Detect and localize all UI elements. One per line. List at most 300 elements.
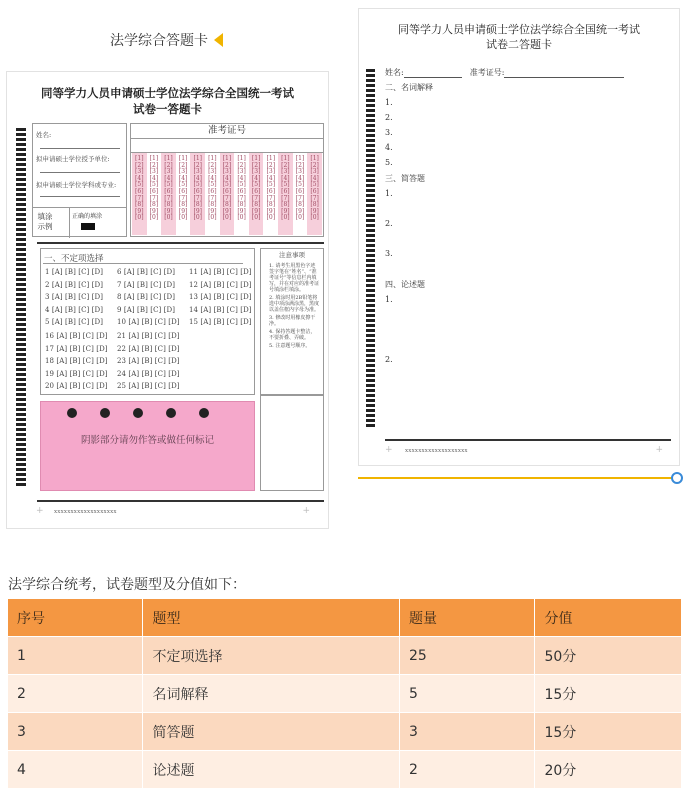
dot-icon (133, 408, 143, 418)
timing-mark (16, 343, 26, 346)
digit-option[interactable]: [4] (295, 174, 305, 182)
mcq-item[interactable]: 9 [A] [B] [C] [D] (117, 305, 176, 314)
admission-digit-column (205, 153, 220, 235)
mcq-item[interactable]: 18 [A] [B] [C] [D] (45, 357, 108, 365)
mcq-item[interactable]: 20 [A] [B] [C] [D] (45, 382, 108, 390)
digit-option[interactable]: [1] (208, 155, 217, 162)
timing-mark (366, 154, 375, 157)
admission-field[interactable] (504, 69, 624, 78)
timing-mark (366, 374, 375, 377)
timing-mark (366, 294, 375, 297)
mcq-item[interactable]: 15 [A] [B] [C] [D] (189, 318, 252, 326)
digit-option[interactable]: [0] (208, 214, 217, 222)
header-score: 分值 (535, 599, 682, 637)
digit-option[interactable]: [2] (251, 161, 261, 169)
digit-option[interactable]: [6] (208, 187, 217, 195)
digit-option[interactable]: [6] (310, 187, 319, 195)
timing-mark (366, 254, 375, 257)
notes-list (261, 263, 323, 349)
timing-mark (16, 283, 26, 286)
timing-mark (366, 139, 375, 142)
timing-mark (16, 458, 26, 461)
digit-option[interactable]: [0] (193, 214, 202, 222)
timing-mark (16, 368, 26, 371)
timing-mark (16, 153, 26, 156)
admission-digit-column (278, 153, 293, 235)
digit-option[interactable]: [8] (251, 201, 261, 209)
plus-icon: + (36, 506, 44, 516)
digit-option[interactable]: [5] (266, 181, 276, 189)
plus-icon: + (302, 506, 310, 516)
timing-mark (366, 334, 375, 337)
digit-option[interactable]: [7] (310, 194, 319, 202)
digit-option[interactable]: [5] (164, 181, 173, 189)
fill-sample-label: 填涂示例 (37, 212, 53, 231)
answer-item: 2. (385, 113, 393, 122)
timing-mark (366, 189, 375, 192)
mcq-item[interactable]: 11 [A] [B] [C] [D] (189, 268, 252, 276)
digit-option[interactable]: [0] (295, 214, 305, 222)
admission-digit-column (307, 153, 322, 235)
timing-mark (16, 323, 26, 326)
digit-option[interactable]: [0] (281, 214, 290, 222)
cell-score: 20分 (535, 751, 682, 789)
timing-mark (16, 378, 26, 381)
mcq-item[interactable]: 16 [A] [B] [C] [D] (45, 332, 108, 340)
digit-option[interactable]: [9] (208, 207, 217, 215)
digit-option[interactable]: [5] (178, 181, 188, 189)
timing-mark (16, 468, 26, 471)
timing-mark (366, 194, 375, 197)
mcq-item[interactable]: 8 [A] [B] [C] [D] (117, 293, 176, 301)
timing-mark (366, 174, 375, 177)
digit-option[interactable]: [4] (193, 174, 202, 182)
digit-option[interactable]: [1] (193, 155, 202, 162)
cell-index: 3 (8, 713, 143, 751)
digit-option[interactable]: [4] (164, 174, 173, 182)
digit-option[interactable]: [3] (222, 168, 232, 176)
digit-option[interactable]: [1] (222, 155, 232, 162)
digit-option[interactable]: [7] (135, 194, 144, 202)
digit-option[interactable]: [9] (237, 207, 246, 215)
digit-option[interactable]: [9] (135, 207, 144, 215)
digit-option[interactable]: [9] (310, 207, 319, 215)
digit-option[interactable]: [8] (135, 201, 144, 209)
digit-option[interactable]: [6] (281, 187, 290, 195)
digit-option[interactable]: [3] (178, 168, 188, 176)
digit-option[interactable]: [0] (149, 214, 159, 222)
digit-option[interactable]: [0] (251, 214, 261, 222)
digit-option[interactable]: [8] (266, 201, 276, 209)
note-item: 4. 保持答题卡整洁，不要折叠、弄破。 (269, 329, 316, 341)
digit-option[interactable]: [7] (237, 194, 246, 202)
timing-mark (16, 313, 26, 316)
digit-option[interactable]: [1] (135, 155, 144, 162)
timing-mark (16, 273, 26, 276)
plus-icon: + (655, 445, 663, 455)
table-header-row (8, 599, 682, 637)
notes-title: 注意事项 (279, 251, 305, 259)
timing-mark (16, 413, 26, 416)
digit-option[interactable]: [9] (149, 207, 159, 215)
digit-option[interactable]: [4] (266, 174, 276, 182)
digit-option[interactable]: [0] (266, 214, 276, 222)
timing-mark (366, 124, 375, 127)
timing-mark (16, 443, 26, 446)
timing-mark (16, 398, 26, 401)
timing-mark (366, 309, 375, 312)
admission-digit-column (234, 153, 249, 235)
digit-option[interactable]: [4] (178, 174, 188, 182)
timing-mark (366, 264, 375, 267)
timing-mark-strip (366, 69, 375, 429)
digit-option[interactable]: [1] (178, 155, 188, 162)
table-row (8, 637, 682, 675)
timing-mark (16, 473, 26, 476)
timing-mark (16, 213, 26, 216)
digit-option[interactable]: [8] (310, 201, 319, 209)
digit-option[interactable]: [5] (281, 181, 290, 189)
timing-mark (16, 243, 26, 246)
cell-index: 2 (8, 675, 143, 713)
answer-sheet-2 (358, 8, 680, 466)
timing-mark (366, 414, 375, 417)
digit-option[interactable]: [6] (295, 187, 305, 195)
digit-option[interactable]: [0] (164, 214, 173, 222)
name-field[interactable] (404, 69, 462, 78)
selection-line (358, 477, 676, 479)
digit-option[interactable]: [9] (193, 207, 202, 215)
digit-option[interactable]: [2] (222, 161, 232, 169)
answer-sheet-1 (6, 71, 329, 529)
digit-option[interactable]: [6] (164, 187, 173, 195)
digit-option[interactable]: [7] (281, 194, 290, 202)
mcq-title: 一、不定项选择 (44, 254, 104, 264)
mcq-item[interactable]: 10 [A] [B] [C] [D] (117, 318, 180, 326)
timing-mark (16, 173, 26, 176)
mcq-item[interactable]: 4 [A] [B] [C] [D] (45, 305, 104, 314)
timing-mark (16, 233, 26, 236)
answer-item: 1. (385, 98, 393, 107)
digit-option[interactable]: [1] (310, 155, 319, 162)
digit-option[interactable]: [7] (178, 194, 188, 202)
sheet2-name-label: 姓名: (385, 68, 404, 77)
digit-option[interactable]: [3] (237, 168, 246, 176)
digit-option[interactable]: [9] (251, 207, 261, 215)
timing-mark (16, 448, 26, 451)
timing-mark (366, 204, 375, 207)
admission-digit-column (249, 153, 264, 235)
digit-option[interactable]: [5] (149, 181, 159, 189)
timing-mark (16, 203, 26, 206)
caret-left-icon (214, 33, 223, 47)
timing-mark (16, 208, 26, 211)
mcq-item[interactable]: 13 [A] [B] [C] [D] (189, 293, 252, 301)
sheet2-admission-label: 准考证号: (469, 68, 505, 77)
timing-mark (16, 373, 26, 376)
digit-option[interactable]: [2] (237, 161, 246, 169)
answer-item: 2. (385, 355, 393, 364)
mcq-item[interactable]: 12 [A] [B] [C] [D] (189, 280, 252, 289)
digit-option[interactable]: [8] (193, 201, 202, 209)
digit-option[interactable]: [3] (281, 168, 290, 176)
table-row (8, 675, 682, 713)
timing-mark (16, 328, 26, 331)
digit-option[interactable]: [4] (208, 174, 217, 182)
digit-option[interactable]: [2] (295, 161, 305, 169)
digit-option[interactable]: [7] (164, 194, 173, 202)
digit-option[interactable]: [5] (251, 181, 261, 189)
admission-digit-column (132, 153, 147, 235)
digit-option[interactable]: [1] (251, 155, 261, 162)
digit-option[interactable]: [5] (295, 181, 305, 189)
digit-option[interactable]: [5] (193, 181, 202, 189)
digit-option[interactable]: [7] (295, 194, 305, 202)
digit-option[interactable]: [4] (222, 174, 232, 182)
sheet1-footer-code: xxxxxxxxxxxxxxxxxxx (54, 509, 117, 515)
timing-mark (16, 133, 26, 136)
digit-option[interactable]: [6] (266, 187, 276, 195)
timing-mark (16, 388, 26, 391)
digit-option[interactable]: [2] (164, 161, 173, 169)
digit-option[interactable]: [9] (164, 207, 173, 215)
timing-mark (16, 293, 26, 296)
mcq-item[interactable]: 14 [A] [B] [C] [D] (189, 305, 252, 314)
digit-option[interactable]: [6] (251, 187, 261, 195)
timing-mark (16, 178, 26, 181)
timing-mark (366, 199, 375, 202)
timing-mark (366, 74, 375, 77)
timing-mark (366, 259, 375, 262)
mcq-item[interactable]: 1 [A] [B] [C] [D] (45, 268, 104, 276)
digit-option[interactable]: [3] (193, 168, 202, 176)
mcq-item[interactable]: 5 [A] [B] [C] [D] (45, 318, 104, 326)
timing-mark (366, 319, 375, 322)
cell-type: 不定项选择 (143, 637, 400, 675)
digit-option[interactable]: [0] (310, 214, 319, 222)
mcq-item[interactable]: 7 [A] [B] [C] [D] (117, 280, 176, 289)
digit-option[interactable]: [8] (237, 201, 246, 209)
timing-mark (366, 269, 375, 272)
timing-mark (366, 324, 375, 327)
digit-option[interactable]: [8] (295, 201, 305, 209)
dot-icon (199, 408, 209, 418)
timing-mark (16, 433, 26, 436)
timing-mark (366, 339, 375, 342)
digit-option[interactable]: [3] (164, 168, 173, 176)
digit-option[interactable]: [8] (222, 201, 232, 209)
timing-mark (366, 219, 375, 222)
mcq-item[interactable]: 3 [A] [B] [C] [D] (45, 293, 104, 301)
digit-option[interactable]: [3] (251, 168, 261, 176)
digit-option[interactable]: [2] (149, 161, 159, 169)
mcq-item[interactable]: 23 [A] [B] [C] [D] (117, 357, 180, 365)
digit-option[interactable]: [6] (222, 187, 232, 195)
digit-option[interactable]: [7] (251, 194, 261, 202)
digit-option[interactable]: [3] (135, 168, 144, 176)
digit-option[interactable]: [7] (208, 194, 217, 202)
plus-icon: + (385, 445, 393, 455)
digit-option[interactable]: [4] (237, 174, 246, 182)
timing-mark (366, 209, 375, 212)
timing-mark (16, 288, 26, 291)
timing-mark (366, 394, 375, 397)
digit-option[interactable]: [1] (149, 155, 159, 162)
digit-option[interactable]: [2] (193, 161, 202, 169)
digit-option[interactable]: [9] (295, 207, 305, 215)
digit-option[interactable]: [8] (208, 201, 217, 209)
digit-option[interactable]: [0] (178, 214, 188, 222)
timing-mark (16, 303, 26, 306)
cell-index: 4 (8, 751, 143, 789)
cell-score: 50分 (535, 637, 682, 675)
digit-option[interactable]: [2] (178, 161, 188, 169)
timing-mark (16, 428, 26, 431)
digit-option[interactable]: [3] (149, 168, 159, 176)
major-label: 拟申请硕士学位学科或专业: (36, 181, 117, 189)
note-item: 3. 修改时用橡皮擦干净。 (269, 315, 316, 327)
digit-option[interactable]: [9] (281, 207, 290, 215)
digit-option[interactable]: [1] (281, 155, 290, 162)
dot-icon (166, 408, 176, 418)
timing-mark (366, 284, 375, 287)
digit-option[interactable]: [0] (237, 214, 246, 222)
digit-option[interactable]: [1] (295, 155, 305, 162)
digit-option[interactable]: [2] (266, 161, 276, 169)
digit-option[interactable]: [1] (164, 155, 173, 162)
digit-option[interactable]: [4] (149, 174, 159, 182)
timing-mark (16, 198, 26, 201)
digit-option[interactable]: [8] (178, 201, 188, 209)
digit-option[interactable]: [1] (237, 155, 246, 162)
digit-option[interactable]: [8] (281, 201, 290, 209)
timing-mark (16, 358, 26, 361)
digit-option[interactable]: [6] (135, 187, 144, 195)
note-item: 5. 注意题号顺序。 (269, 343, 311, 349)
resize-handle[interactable] (671, 472, 683, 484)
digit-option[interactable]: [1] (266, 155, 276, 162)
digit-option[interactable]: [7] (193, 194, 202, 202)
mcq-item[interactable]: 19 [A] [B] [C] [D] (45, 369, 108, 378)
digit-option[interactable]: [5] (208, 181, 217, 189)
timing-mark (16, 308, 26, 311)
digit-option[interactable]: [6] (237, 187, 246, 195)
digit-option[interactable]: [5] (310, 181, 319, 189)
unit-label: 拟申请硕士学位授予单位: (36, 155, 110, 163)
digit-option[interactable]: [6] (193, 187, 202, 195)
timing-mark (16, 228, 26, 231)
digit-option[interactable]: [0] (222, 214, 232, 222)
timing-mark (16, 453, 26, 456)
digit-option[interactable]: [0] (135, 214, 144, 222)
digit-option[interactable]: [7] (222, 194, 232, 202)
shaded-no-answer-area (40, 401, 255, 491)
digit-option[interactable]: [8] (164, 201, 173, 209)
note-item: 1. 请考生用黑色字迹签字笔在“姓名”、“准考证号”等信息栏内填写，并在对应的准考证号填涂栏填涂。 (269, 263, 320, 293)
timing-mark (16, 138, 26, 141)
digit-option[interactable]: [7] (149, 194, 159, 202)
header-count: 题量 (400, 599, 535, 637)
timing-mark (16, 218, 26, 221)
timing-mark (366, 184, 375, 187)
timing-mark (16, 258, 26, 261)
answer-item: 1. (385, 189, 393, 198)
answer-item: 3. (385, 128, 393, 137)
digit-option[interactable]: [8] (149, 201, 159, 209)
admission-digit-column (147, 153, 162, 235)
timing-mark (16, 193, 26, 196)
digit-option[interactable]: [9] (222, 207, 232, 215)
timing-mark (366, 149, 375, 152)
admission-number-label: 准考证号 (131, 124, 323, 139)
digit-option[interactable]: [4] (135, 174, 144, 182)
digit-option[interactable]: [9] (178, 207, 188, 215)
digit-option[interactable]: [3] (310, 168, 319, 176)
cell-type: 名词解释 (143, 675, 400, 713)
digit-option[interactable]: [6] (149, 187, 159, 195)
answer-card-caption (110, 30, 223, 50)
timing-mark (16, 383, 26, 386)
digit-option[interactable]: [2] (310, 161, 319, 169)
mcq-item[interactable]: 6 [A] [B] [C] [D] (117, 268, 176, 276)
mcq-item[interactable]: 21 [A] [B] [C] [D] (117, 332, 180, 340)
digit-option[interactable]: [3] (208, 168, 217, 176)
timing-mark (366, 109, 375, 112)
timing-mark (16, 253, 26, 256)
digit-option[interactable]: [5] (135, 181, 144, 189)
digit-option[interactable]: [7] (266, 194, 276, 202)
admission-number-box (130, 123, 324, 237)
cell-score: 15分 (535, 713, 682, 751)
digit-option[interactable]: [5] (222, 181, 232, 189)
timing-mark (366, 244, 375, 247)
digit-option[interactable]: [2] (208, 161, 217, 169)
admission-digit-grid (132, 153, 322, 235)
timing-mark (366, 229, 375, 232)
digit-option[interactable]: [2] (135, 161, 144, 169)
section-title: 四、论述题 (385, 280, 425, 289)
digit-option[interactable]: [6] (178, 187, 188, 195)
mcq-item[interactable]: 24 [A] [B] [C] [D] (117, 369, 180, 378)
mcq-item[interactable]: 22 [A] [B] [C] [D] (117, 344, 180, 353)
digit-option[interactable]: [3] (266, 168, 276, 176)
timing-mark (16, 268, 26, 271)
timing-mark (16, 353, 26, 356)
mcq-item[interactable]: 17 [A] [B] [C] [D] (45, 344, 108, 353)
timing-mark (16, 463, 26, 466)
mcq-item[interactable]: 25 [A] [B] [C] [D] (117, 382, 180, 390)
timing-mark (366, 249, 375, 252)
section-title: 三、简答题 (385, 174, 425, 183)
timing-mark (16, 168, 26, 171)
digit-option[interactable]: [5] (237, 181, 246, 189)
timing-mark (16, 278, 26, 281)
digit-option[interactable]: [3] (295, 168, 305, 176)
timing-mark (366, 279, 375, 282)
digit-option[interactable]: [2] (281, 161, 290, 169)
dot-icon (67, 408, 77, 418)
digit-option[interactable]: [4] (310, 174, 319, 182)
mcq-item[interactable]: 2 [A] [B] [C] [D] (45, 280, 104, 289)
digit-option[interactable]: [4] (251, 174, 261, 182)
timing-mark (16, 478, 26, 481)
timing-mark (16, 263, 26, 266)
digit-option[interactable]: [4] (281, 174, 290, 182)
timing-mark-strip (16, 128, 26, 488)
digit-option[interactable]: [9] (266, 207, 276, 215)
timing-mark (16, 163, 26, 166)
timing-mark (366, 214, 375, 217)
